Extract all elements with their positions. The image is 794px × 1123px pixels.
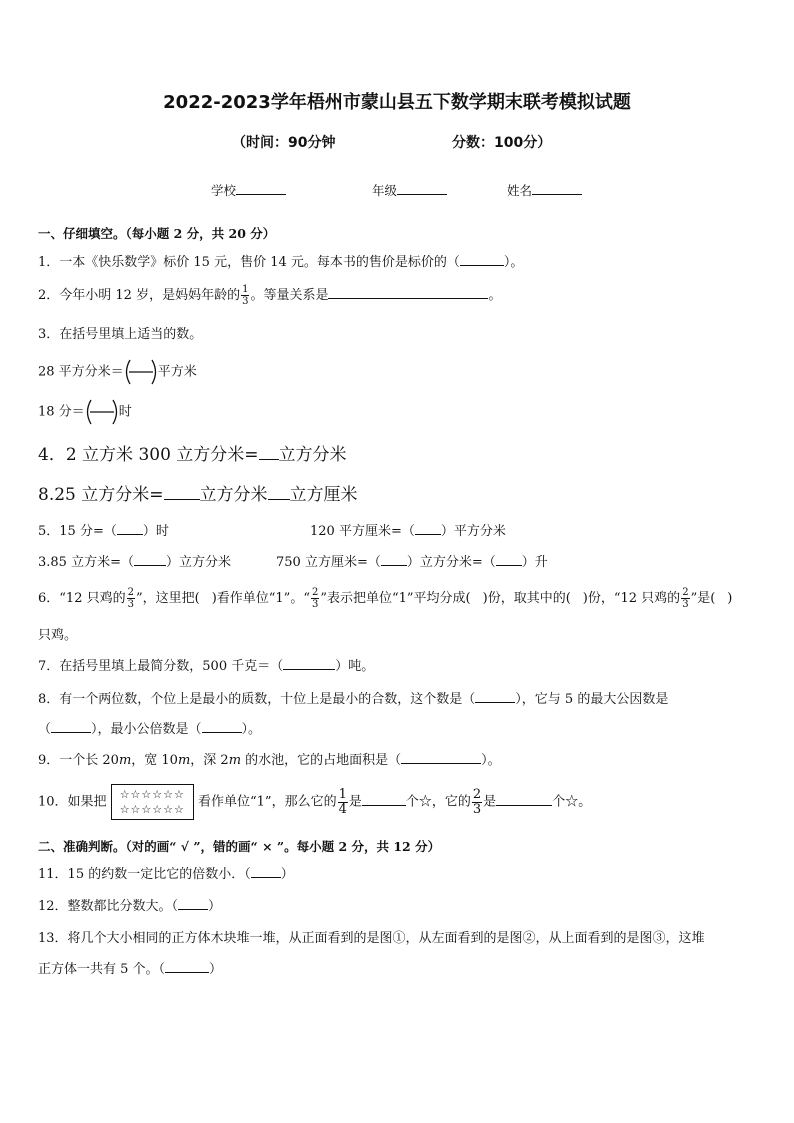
q10-blank-2[interactable] — [496, 791, 552, 806]
q4-blank-2[interactable] — [164, 482, 200, 500]
q10-blank-1[interactable] — [362, 791, 406, 806]
q5-blank-3[interactable] — [134, 551, 166, 566]
question-3: 3．在括号里填上适当的数。 — [38, 327, 203, 342]
q5-blank-1[interactable] — [117, 520, 143, 535]
q11-blank[interactable] — [251, 863, 281, 878]
q4-blank-1[interactable] — [259, 442, 279, 460]
grade-field — [372, 181, 447, 199]
q10-fraction-1: $\frac{1}{4}$ — [338, 786, 347, 817]
name-blank[interactable] — [532, 181, 582, 195]
grade-blank[interactable] — [397, 181, 447, 195]
question-9: 9．一个长 20m，宽 10m，深 2m 的水池，它的占地面积是（ ）。 — [38, 749, 501, 768]
q8-blank-3[interactable] — [202, 718, 242, 733]
exam-time: （时间：90分钟 — [232, 135, 336, 151]
question-10: 10．如果把 ☆☆☆☆☆☆ ☆☆☆☆☆☆ 看作单位“1”，那么它的 $\frac{1}{4}$ 是 个☆，它的 $\frac{2}{3}$ 是 个☆。 — [38, 784, 591, 820]
q3-paren-blank-2[interactable] — [85, 399, 119, 425]
question-13-line-2: 正方体一共有 5 个。（ ） — [38, 958, 222, 977]
question-5-b1: 3.85 立方米=（ ）立方分米 — [38, 551, 231, 570]
section-1-title: 一、仔细填空。（每小题 2 分，共 20 分） — [38, 226, 276, 241]
question-8: 8．有一个两位数，个位上是最小的质数，十位上是最小的合数，这个数是（ ），它与 5 的最大公因数是 — [38, 688, 668, 707]
q10-fraction-2: $\frac{2}{3}$ — [472, 786, 482, 817]
q5-blank-5[interactable] — [496, 551, 522, 566]
school-field — [211, 181, 286, 199]
grade-label: 年级 — [372, 183, 398, 198]
q2-blank[interactable] — [328, 284, 488, 299]
q5-blank-4[interactable] — [381, 551, 407, 566]
q2-fraction: $\frac{1}{3}$ — [242, 284, 249, 307]
q4-blank-3[interactable] — [268, 482, 290, 500]
question-7: 7．在括号里填上最简分数，500 千克＝（ ）吨。 — [38, 655, 374, 674]
q5-blank-2[interactable] — [415, 520, 441, 535]
star-group-box: ☆☆☆☆☆☆ ☆☆☆☆☆☆ — [111, 784, 194, 820]
question-2: 2．今年小明 12 岁，是妈妈年龄的 $\frac{1}{3}$ 。等量关系是 。 — [38, 284, 502, 307]
question-5-a2: 120 平方厘米=（ ）平方分米 — [310, 520, 506, 539]
name-field — [507, 181, 582, 199]
q3-paren-blank-1[interactable] — [124, 359, 158, 385]
school-blank[interactable] — [236, 181, 286, 195]
q6-fraction-1: $\frac{2}{3}$ — [127, 587, 134, 610]
q7-blank[interactable] — [283, 655, 335, 670]
question-4-line-2: 8.25 立方分米= 立方分米 立方厘米 — [38, 480, 358, 505]
question-13: 13．将几个大小相同的正方体木块堆一堆，从正面看到的是图①，从左面看到的是图②，从上面看到的是图③，这堆 — [38, 931, 705, 946]
q1-blank[interactable] — [460, 251, 504, 266]
exam-title: 2022-2023学年梧州市蒙山县五下数学期末联考模拟试题 — [163, 92, 631, 113]
question-6-line-2: 只鸡。 — [38, 628, 78, 643]
question-8-line-2: （ ），最小公倍数是（ ）。 — [38, 718, 261, 737]
school-label: 学校 — [211, 183, 237, 198]
question-3-line-1: 28 平方分米＝ 平方米 — [38, 359, 197, 385]
question-3-line-2: 18 分＝ 时 — [38, 399, 132, 425]
name-label: 姓名 — [507, 183, 533, 198]
question-12: 12．整数都比分数大。（ ） — [38, 895, 221, 914]
question-5-b2: 750 立方厘米=（ ）立方分米=（ ）升 — [276, 551, 548, 570]
section-2-title: 二、准确判断。（对的画“ √ ”，错的画“ × ”。每小题 2 分，共 12 分） — [38, 839, 441, 854]
q8-blank-1[interactable] — [475, 688, 515, 703]
q6-fraction-2: $\frac{2}{3}$ — [311, 587, 319, 610]
q9-blank[interactable] — [401, 749, 481, 764]
question-1: 1．一本《快乐数学》标价 15 元，售价 14 元。每本书的售价是标价的（ ）。 — [38, 251, 523, 270]
exam-score: 分数：100分） — [452, 135, 552, 151]
question-5-a1: 5．15 分=（ ）时 — [38, 520, 169, 539]
question-4-line-1: 4．2 立方米 300 立方分米= 立方分米 — [38, 440, 347, 465]
q12-blank[interactable] — [178, 895, 208, 910]
q8-blank-2[interactable] — [51, 718, 91, 733]
q13-blank[interactable] — [165, 958, 209, 973]
question-11: 11．15 的约数一定比它的倍数小．（ ） — [38, 863, 294, 882]
q6-fraction-3: $\frac{2}{3}$ — [682, 587, 689, 610]
question-6: 6．“12 只鸡的 $\frac{2}{3}$ ”，这里把( )看作单位“1”。“ $\frac{2}{3}$ ”表示把单位“1”平均分成( )份，取其中的( )份，“12 只鸡的 $\frac{2}{3}$ ”是( ) — [38, 587, 733, 610]
